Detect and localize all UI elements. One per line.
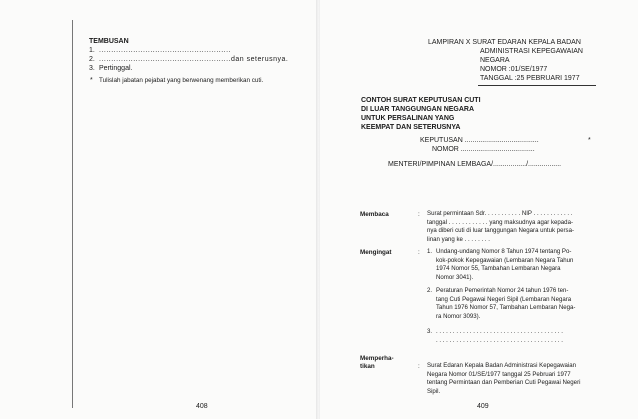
attachment-line-3: NEGARA <box>480 57 510 64</box>
membaca-text <box>427 210 574 244</box>
attachment-line-5: TANGGAL :25 PEBRUARI 1977 <box>480 75 580 82</box>
mengingat-1-line-1: Undang-undang Nomor 8 Tahun 1974 tentang Po- <box>436 248 572 255</box>
menteri-line: MENTERI/PIMPINAN LEMBAGA/................./................. <box>388 161 562 168</box>
page-number-left: 408 <box>196 403 208 410</box>
memperhatikan-label-line-1: Memperha- <box>360 355 394 362</box>
memperhatikan-label <box>360 355 394 371</box>
tembusan-item-2-text: ......................................................dan seterusnya. <box>99 56 289 63</box>
membaca-line-4: linan yang ke . . . . . . . . <box>427 235 490 243</box>
title-line-2: DI LUAR TANGGUNGAN NEGARA <box>361 106 475 113</box>
tembusan-item-1-num: 1. <box>89 47 95 54</box>
tembusan-item-3-text: Pertinggal. <box>99 65 133 72</box>
mengingat-3-line-1: . . . . . . . . . . . . . . . . . . . . . . . . . . . . . . . . . . . . . . <box>436 328 563 335</box>
footnote-text: Tulislah jabatan pejabat yang berwenang memberikan cuti. <box>99 77 264 84</box>
mengingat-3-line-2: . . . . . . . . . . . . . . . . . . . . . . . . . . . . . . . . . . . . . . <box>436 336 563 344</box>
footnote-bullet: * <box>90 77 93 84</box>
tembusan-item-2-num: 2. <box>89 56 95 63</box>
attachment-line-4: NOMOR :01/SE/1977 <box>480 66 548 73</box>
title-line-4: KEEMPAT DAN SETERUSNYA <box>361 124 461 131</box>
membaca-label: Membaca <box>360 211 389 218</box>
attachment-header <box>428 38 583 83</box>
attachment-line-1: LAMPIRAN X SURAT EDARAN KEPALA BADAN <box>428 39 581 46</box>
keputusan-mark: * <box>588 137 591 144</box>
mengingat-item-3-num: 3. <box>427 328 433 335</box>
memperhatikan-line-3: tentang Permintaan dan Pemberian Cuti Pegawai Negeri <box>427 379 581 387</box>
mengingat-1-line-2: kok-pokok Kepegawaian (Lembaran Negara Tahun <box>436 256 574 264</box>
memperhatikan-text <box>427 362 580 396</box>
nomor-line: NOMOR ...................................... <box>432 146 535 153</box>
right-page <box>320 0 638 419</box>
mengingat-label: Mengingat <box>360 249 392 256</box>
membaca-line-2: tanggal . . . . . . . . . . . . yang maksudnya agar kepada- <box>427 218 573 226</box>
mengingat-2-line-4: ra Nomor 3093). <box>436 312 481 320</box>
mengingat-1-line-4: Nomor 3041). <box>436 273 474 281</box>
mengingat-item-1-num: 1. <box>427 248 433 255</box>
memperhatikan-label-line-2: tikan <box>360 363 375 370</box>
memperhatikan-line-1: Surat Edaran Kepala Badan Administrasi Kepegawaian <box>427 362 577 369</box>
title-line-3: UNTUK PERSALINAN YANG <box>361 115 455 122</box>
attachment-underline <box>478 85 596 86</box>
membaca-line-1: Surat permintaan Sdr. . . . . . . . . . . NIP . . . . . . . . . . . . <box>427 210 573 217</box>
page-number-right: 409 <box>477 403 489 410</box>
membaca-line-3: nya diberi cuti di luar tanggungan Negara untuk persa- <box>427 227 575 235</box>
document-title <box>361 96 481 132</box>
keputusan-line: KEPUTUSAN ...................................... <box>420 137 539 144</box>
tembusan-item-1-text: ...................................................... <box>99 47 232 54</box>
mengingat-1-line-3: 1974 Nomor 55, Tambahan Lembaran Negara <box>436 265 561 273</box>
left-page <box>0 0 318 419</box>
memperhatikan-colon: : <box>418 363 420 370</box>
title-line-1: CONTOH SURAT KEPUTUSAN CUTI <box>361 97 481 104</box>
memperhatikan-line-4: Sipil. <box>427 387 441 395</box>
mengingat-item-3-text <box>436 328 563 345</box>
mengingat-2-line-2: tang Cuti Pegawai Negeri Sipil (Lembaran Negara <box>436 295 572 303</box>
binding-rule <box>72 20 73 408</box>
memperhatikan-line-2: Negara Nomor 01/SE/1977 tanggal 25 Pebruari 1977 <box>427 370 571 378</box>
mengingat-item-2-text <box>436 287 575 321</box>
mengingat-2-line-1: Peraturan Pemerintah Nomor 24 tahun 1976 ten- <box>436 287 569 294</box>
attachment-line-2: ADMINISTRASI KEPEGAWAIAN <box>480 48 583 55</box>
mengingat-item-1-text <box>436 248 573 282</box>
mengingat-item-2-num: 2. <box>427 287 433 294</box>
mengingat-colon: : <box>418 249 420 256</box>
membaca-colon: : <box>418 211 420 218</box>
mengingat-2-line-3: Tahun 1976 Nomor 57, Tambahan Lembaran Nega- <box>436 304 576 312</box>
tembusan-item-3-num: 3. <box>89 65 95 72</box>
tembusan-heading: TEMBUSAN <box>89 38 129 45</box>
